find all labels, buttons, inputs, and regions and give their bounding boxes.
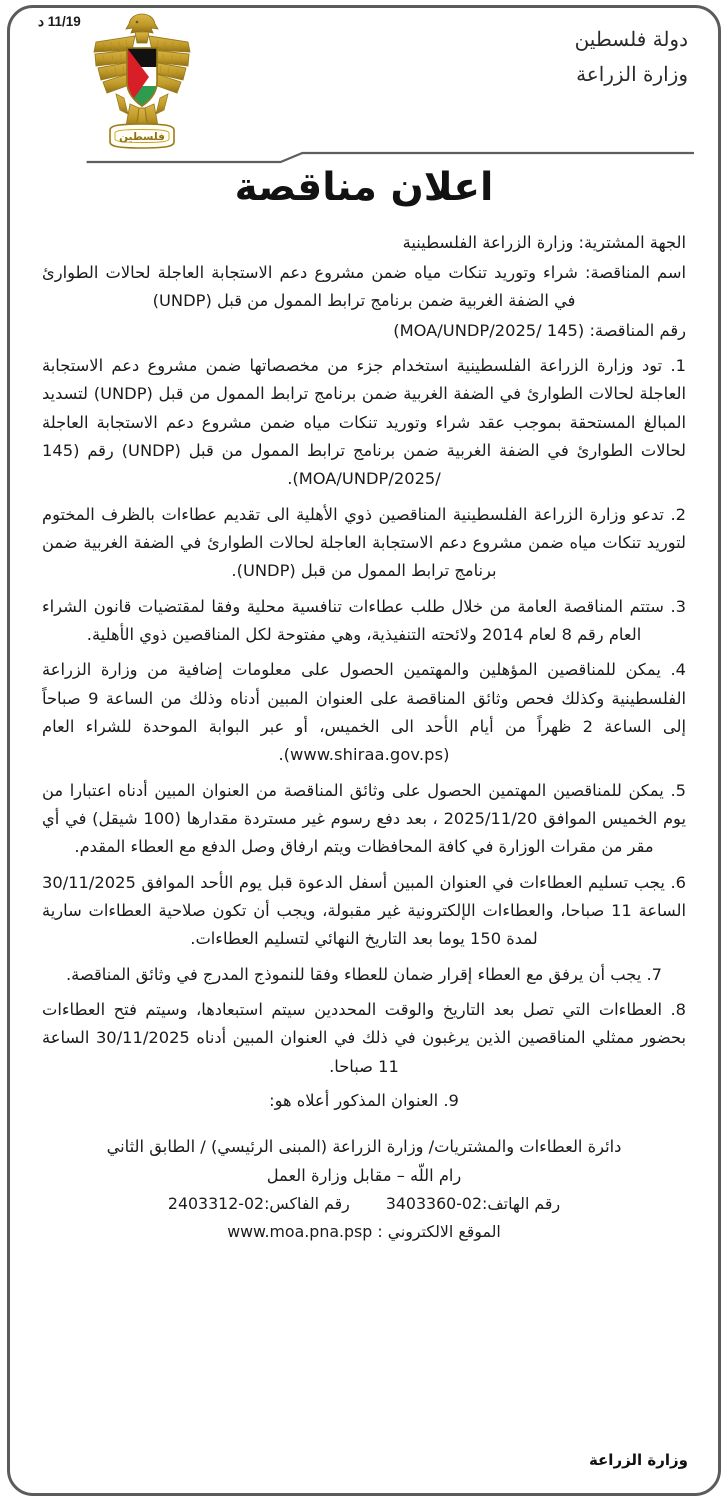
tender-name-line: اسم المناقصة: شراء وتوريد تنكات مياه ضمن مشروع دعم الاستجابة العاجلة لحالات الطوارئ في الضفة الغربية ضمن برنامج ترابط الممول من قبل (UNDP) [42,262,686,310]
clause-2: 2. تدعو وزارة الزراعة الفلسطينية المناقصين ذوي الأهلية الى تقديم عطاءات بالظرف المختوم لتوريد تنكات مياه ضمن مشروع دعم الاستجابة العاجلة لحالات الطوارئ في الضفة الغربية ضمن برنامج ترابط الممول من قبل (UNDP). [42,504,686,581]
website-row [42,1218,686,1246]
contact-address-block [42,1132,686,1247]
fax-label: رقم الفاكس: [264,1193,350,1213]
header-divider-rule [34,150,694,166]
clause-9-address-intro: 9. العنوان المذكور أعلاه هو: [269,1091,459,1111]
website-label: الموقع الالكتروني : [377,1222,501,1242]
footer-signature: وزارة الزراعة [588,1451,688,1469]
buyer-line: الجهة المشترية: وزارة الزراعة الفلسطينية [402,232,686,252]
header-title-block [575,22,688,92]
phone-number: 02-3403360 [385,1193,482,1213]
clause-3: 3. ستتم المناقصة العامة من خلال طلب عطاءات تنافسية محلية وفقا لمقتضيات قانون الشراء العام رقم 8 لعام 2014 ولائحته التنفيذية، وهي مفتوحة لكل المناقصين ذوي الأهلية. [42,596,686,644]
page-reference-code: 11/19 د [38,14,81,29]
document-header [34,0,694,150]
clause-4: 4. يمكن للمناقصين المؤهلين والمهتمين الحصول على معلومات إضافية من وزارة الزراعة الفلسطينية وكذلك فحص وثائق المناقصة على العنوان المبين أدناه وذلك من الساعة 9 صباحاً إلى الساعة 2 ظهراً من أيام الأحد الى الخميس، أو عبر البوابة الموحدة للشراء العام (www.shiraa.gov.ps). [42,660,687,765]
website-url[interactable]: www.moa.pna.psp [227,1222,373,1242]
address-city: رام اللّه – مقابل وزارة العمل [266,1165,462,1185]
announcement-body [34,229,694,1247]
clause-5: 5. يمكن للمناقصين المهتمين الحصول على وثائق المناقصة من العنوان المبين أدناه اعتبارا من يوم الخميس الموافق 2025/11/20 ، بعد دفع رسوم غير مستردة مقدارها (100 شيقل) في أي مقر من مقرات الوزارة في كافة المحافظات ويتم ارفاق وصل الدفع مع العطاء المقدم. [42,780,687,857]
clause-7: 7. يجب أن يرفق مع العطاء إقرار ضمان للعطاء وفقا للنموذج المدرج في وثائق المناقصة. [66,964,662,984]
country-name: دولة فلسطين [574,27,688,51]
tender-number-line: رقم المناقصة: (145 /MOA/UNDP/2025) [393,320,686,340]
palestine-eagle-emblem-icon [86,10,198,158]
clause-6: 6. يجب تسليم العطاءات في العنوان المبين أسفل الدعوة قبل يوم الأحد الموافق 30/11/2025 الساعة 11 صباحا، والعطاءات الإلكترونية غير مقبولة، ويجب أن تكون صلاحية العطاءات سارية لمدة 150 يوما بعد التاريخ النهائي لتسليم العطاءات. [42,872,687,949]
svg-text:فلسطين: فلسطين [119,131,165,143]
phone-label: رقم الهاتف: [482,1193,561,1213]
clause-8: 8. العطاءات التي تصل بعد التاريخ والوقت المحددين سيتم استبعادها، وسيتم فتح العطاءات بحضور ممثلي المناقصين الذين يرغبون في ذلك في العنوان المبين أدناه 30/11/2025 الساعة 11 صباحا. [42,1000,686,1076]
fax-number: 02-2403312 [167,1193,265,1213]
ministry-name: وزارة الزراعة [576,62,688,86]
page-title: اعلان مناقصة [234,165,494,210]
address-department: دائرة العطاءات والمشتريات/ وزارة الزراعة (المبنى الرئيسي) / الطابق الثاني [106,1136,622,1156]
clause-1: 1. تود وزارة الزراعة الفلسطينية استخدام جزء من مخصصاتها ضمن مشروع دعم الاستجابة العاجلة لحالات الطوارئ في الضفة الغربية ضمن برنامج ترابط الممول من قبل (UNDP) لتسديد المبالغ المستحقة بموجب عقد شراء وتوريد تنكات مياه ضمن مشروع دعم الاستجابة العاجلة لحالات الطوارئ في الضفة الغربية ضمن برنامج ترابط الممول من قبل (UNDP) رقم (145 /MOA/UNDP/2025). [42,355,686,489]
phone-fax-row [42,1190,686,1218]
